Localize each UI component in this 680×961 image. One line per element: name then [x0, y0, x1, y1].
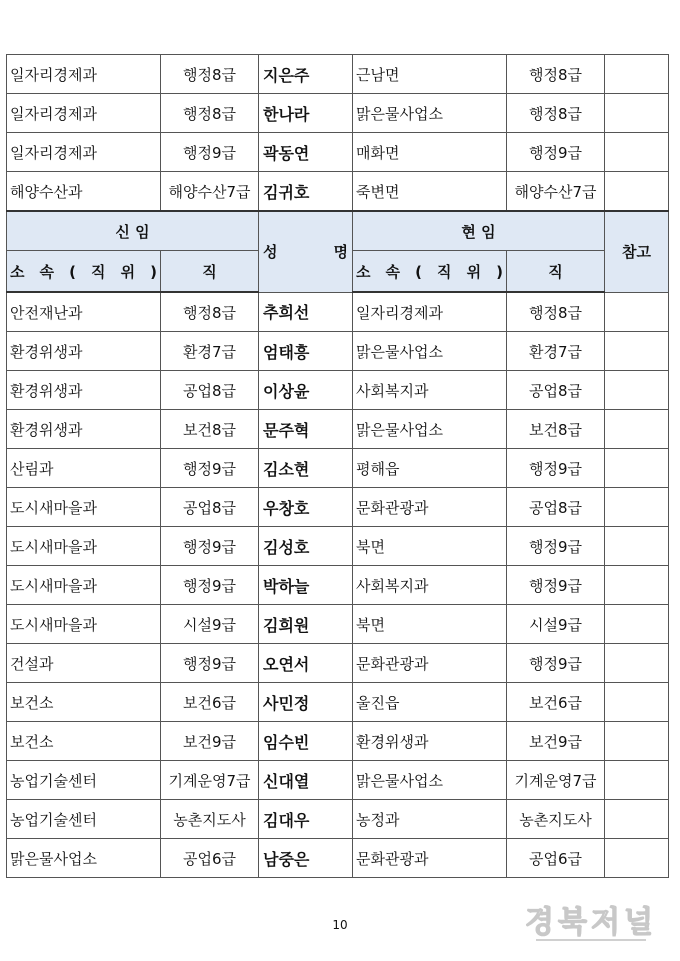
current-grade-cell: 공업8급 [507, 371, 605, 410]
note-cell [605, 488, 669, 527]
current-grade-cell: 환경7급 [507, 332, 605, 371]
table-row [7, 449, 669, 488]
new-grade-cell: 행정9급 [161, 644, 259, 683]
name-cell: 신대열 [259, 761, 353, 800]
name-cell: 한나라 [259, 94, 353, 133]
new-grade-cell: 행정9급 [161, 566, 259, 605]
current-grade-cell: 시설9급 [507, 605, 605, 644]
name-cell: 곽동연 [259, 133, 353, 172]
current-dept-cell: 울진읍 [353, 683, 507, 722]
table-row [7, 644, 669, 683]
name-cell: 김성호 [259, 527, 353, 566]
note-cell [605, 292, 669, 332]
new-grade-cell: 공업6급 [161, 839, 259, 878]
name-cell: 사민정 [259, 683, 353, 722]
table-header [7, 211, 669, 292]
note-cell [605, 605, 669, 644]
current-dept-cell: 죽변면 [353, 172, 507, 212]
name-cell: 지은주 [259, 55, 353, 94]
current-grade-cell: 공업8급 [507, 488, 605, 527]
current-dept-cell: 문화관광과 [353, 839, 507, 878]
new-dept-cell: 도시새마을과 [7, 527, 161, 566]
header-new-dept: 소 속 ( 직 위 ) [7, 251, 161, 293]
current-dept-cell: 맑은물사업소 [353, 761, 507, 800]
new-grade-cell: 해양수산7급 [161, 172, 259, 212]
note-cell [605, 94, 669, 133]
name-cell: 김귀호 [259, 172, 353, 212]
table-row [7, 722, 669, 761]
new-dept-cell: 해양수산과 [7, 172, 161, 212]
current-dept-cell: 일자리경제과 [353, 292, 507, 332]
new-dept-cell: 건설과 [7, 644, 161, 683]
new-grade-cell: 보건6급 [161, 683, 259, 722]
current-dept-cell: 문화관광과 [353, 488, 507, 527]
current-dept-cell: 문화관광과 [353, 644, 507, 683]
current-grade-cell: 행정8급 [507, 55, 605, 94]
note-cell [605, 449, 669, 488]
name-cell: 엄태흥 [259, 332, 353, 371]
name-cell: 남중은 [259, 839, 353, 878]
note-cell [605, 410, 669, 449]
note-cell [605, 172, 669, 212]
current-dept-cell: 맑은물사업소 [353, 332, 507, 371]
new-grade-cell: 기계운영7급 [161, 761, 259, 800]
current-dept-cell: 매화면 [353, 133, 507, 172]
new-grade-cell: 보건9급 [161, 722, 259, 761]
current-grade-cell: 해양수산7급 [507, 172, 605, 212]
new-dept-cell: 도시새마을과 [7, 488, 161, 527]
note-cell [605, 527, 669, 566]
current-grade-cell: 행정9급 [507, 644, 605, 683]
table-row [7, 55, 669, 94]
note-cell [605, 800, 669, 839]
new-grade-cell: 농촌지도사 [161, 800, 259, 839]
new-dept-cell: 맑은물사업소 [7, 839, 161, 878]
current-grade-cell: 행정8급 [507, 292, 605, 332]
watermark-logo [516, 898, 666, 946]
current-dept-cell: 북면 [353, 605, 507, 644]
header-current-post: 현 임 [353, 211, 605, 251]
current-dept-cell: 환경위생과 [353, 722, 507, 761]
name-cell: 오연서 [259, 644, 353, 683]
top-rows [7, 55, 669, 212]
new-dept-cell: 환경위생과 [7, 332, 161, 371]
new-dept-cell: 일자리경제과 [7, 55, 161, 94]
table-row [7, 605, 669, 644]
table-row [7, 488, 669, 527]
table-row [7, 566, 669, 605]
new-dept-cell: 안전재난과 [7, 292, 161, 332]
new-dept-cell: 일자리경제과 [7, 94, 161, 133]
new-grade-cell: 공업8급 [161, 488, 259, 527]
note-cell [605, 722, 669, 761]
header-note: 참고 [605, 211, 669, 292]
current-dept-cell: 맑은물사업소 [353, 410, 507, 449]
main-rows [7, 292, 669, 878]
table-row [7, 94, 669, 133]
name-cell: 추희선 [259, 292, 353, 332]
new-dept-cell: 보건소 [7, 683, 161, 722]
header-cur-grade: 직 [507, 251, 605, 293]
note-cell [605, 839, 669, 878]
note-cell [605, 761, 669, 800]
new-dept-cell: 도시새마을과 [7, 605, 161, 644]
personnel-table [6, 54, 669, 878]
current-grade-cell: 행정9급 [507, 527, 605, 566]
name-cell: 김희원 [259, 605, 353, 644]
new-grade-cell: 행정8급 [161, 292, 259, 332]
new-grade-cell: 행정9급 [161, 449, 259, 488]
current-dept-cell: 사회복지과 [353, 566, 507, 605]
header-name: 성 명 [259, 211, 353, 292]
table-row [7, 683, 669, 722]
note-cell [605, 133, 669, 172]
new-dept-cell: 산림과 [7, 449, 161, 488]
new-grade-cell: 보건8급 [161, 410, 259, 449]
current-grade-cell: 행정8급 [507, 94, 605, 133]
note-cell [605, 371, 669, 410]
name-cell: 김소현 [259, 449, 353, 488]
table-row [7, 761, 669, 800]
current-grade-cell: 보건6급 [507, 683, 605, 722]
table-row [7, 371, 669, 410]
current-grade-cell: 공업6급 [507, 839, 605, 878]
note-cell [605, 332, 669, 371]
table-row [7, 800, 669, 839]
name-cell: 김대우 [259, 800, 353, 839]
table-row [7, 292, 669, 332]
header-new-post: 신 임 [7, 211, 259, 251]
note-cell [605, 566, 669, 605]
current-dept-cell: 맑은물사업소 [353, 94, 507, 133]
current-grade-cell: 행정9급 [507, 449, 605, 488]
new-grade-cell: 행정9급 [161, 527, 259, 566]
new-grade-cell: 행정8급 [161, 55, 259, 94]
current-dept-cell: 평해읍 [353, 449, 507, 488]
current-dept-cell: 농정과 [353, 800, 507, 839]
current-dept-cell: 근남면 [353, 55, 507, 94]
new-grade-cell: 환경7급 [161, 332, 259, 371]
note-cell [605, 644, 669, 683]
new-dept-cell: 도시새마을과 [7, 566, 161, 605]
table-row [7, 410, 669, 449]
current-grade-cell: 보건9급 [507, 722, 605, 761]
name-cell: 박하늘 [259, 566, 353, 605]
svg-text:경북저널: 경북저널 [525, 905, 657, 940]
new-grade-cell: 행정9급 [161, 133, 259, 172]
table-row [7, 332, 669, 371]
new-grade-cell: 행정8급 [161, 94, 259, 133]
page-number: 10 [332, 918, 348, 932]
new-dept-cell: 환경위생과 [7, 410, 161, 449]
header-new-grade: 직 [161, 251, 259, 293]
new-grade-cell: 시설9급 [161, 605, 259, 644]
header-cur-dept: 소 속 ( 직 위 ) [353, 251, 507, 293]
name-cell: 임수빈 [259, 722, 353, 761]
table-row [7, 133, 669, 172]
table-row [7, 839, 669, 878]
new-grade-cell: 공업8급 [161, 371, 259, 410]
current-grade-cell: 기계운영7급 [507, 761, 605, 800]
name-cell: 문주혁 [259, 410, 353, 449]
current-grade-cell: 농촌지도사 [507, 800, 605, 839]
header-row-1 [7, 211, 669, 251]
table-row [7, 527, 669, 566]
new-dept-cell: 일자리경제과 [7, 133, 161, 172]
current-grade-cell: 행정9급 [507, 566, 605, 605]
current-dept-cell: 사회복지과 [353, 371, 507, 410]
current-grade-cell: 행정9급 [507, 133, 605, 172]
new-dept-cell: 보건소 [7, 722, 161, 761]
name-cell: 우창호 [259, 488, 353, 527]
table-row [7, 172, 669, 212]
current-grade-cell: 보건8급 [507, 410, 605, 449]
note-cell [605, 55, 669, 94]
note-cell [605, 683, 669, 722]
name-cell: 이상윤 [259, 371, 353, 410]
new-dept-cell: 농업기술센터 [7, 800, 161, 839]
new-dept-cell: 농업기술센터 [7, 761, 161, 800]
new-dept-cell: 환경위생과 [7, 371, 161, 410]
current-dept-cell: 북면 [353, 527, 507, 566]
